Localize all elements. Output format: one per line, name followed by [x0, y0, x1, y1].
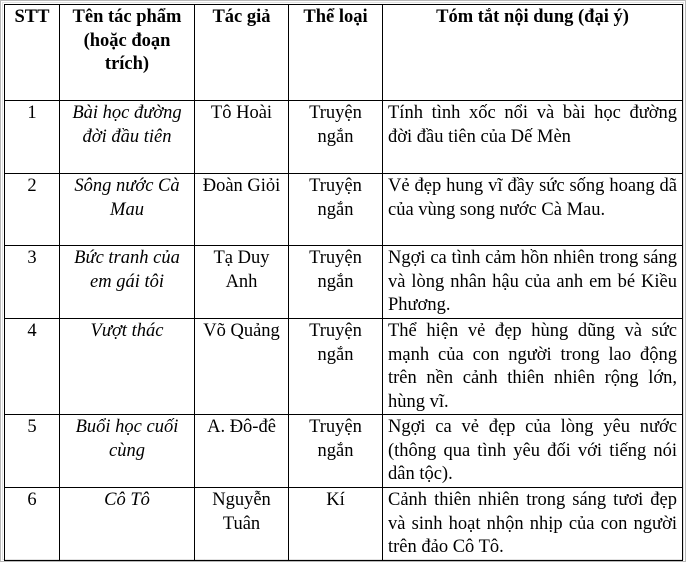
- table-row: [5, 415, 683, 488]
- table-header-row: [5, 5, 683, 101]
- cell-author: Tô Hoài: [195, 101, 289, 174]
- cell-genre: Truyện ngắn: [289, 246, 383, 319]
- cell-stt: 6: [5, 488, 60, 561]
- cell-title: Bài học đường đời đầu tiên: [60, 101, 195, 174]
- header-summary: Tóm tắt nội dung (đại ý): [383, 5, 683, 101]
- cell-author: Tạ Duy Anh: [195, 246, 289, 319]
- cell-stt: 3: [5, 246, 60, 319]
- cell-author: A. Đô-đê: [195, 415, 289, 488]
- cell-summary: Ngợi ca vẻ đẹp của lòng yêu nước (thông qua tình yêu đối với tiếng nói dân tộc).: [383, 415, 683, 488]
- cell-stt: 2: [5, 174, 60, 246]
- cell-title: Vượt thác: [60, 319, 195, 415]
- cell-stt: 5: [5, 415, 60, 488]
- cell-genre: Truyện ngắn: [289, 415, 383, 488]
- cell-title: Cô Tô: [60, 488, 195, 561]
- cell-genre: Kí: [289, 488, 383, 561]
- cell-summary: Vẻ đẹp hung vĩ đầy sức sống hoang dã của vùng song nước Cà Mau.: [383, 174, 683, 246]
- table-row: [5, 319, 683, 415]
- cell-author: Võ Quảng: [195, 319, 289, 415]
- literature-summary-table: [4, 4, 683, 561]
- header-genre: Thể loại: [289, 5, 383, 101]
- cell-title: Buổi học cuối cùng: [60, 415, 195, 488]
- cell-summary: Tính tình xốc nổi và bài học đường đời đầu tiên của Dế Mèn: [383, 101, 683, 174]
- table-row: [5, 488, 683, 561]
- cell-summary: Ngợi ca tình cảm hồn nhiên trong sáng và lòng nhân hậu của anh em bé Kiều Phương.: [383, 246, 683, 319]
- cell-title: Sông nước Cà Mau: [60, 174, 195, 246]
- cell-title: Bức tranh của em gái tôi: [60, 246, 195, 319]
- table-row: [5, 174, 683, 246]
- header-author: Tác giả: [195, 5, 289, 101]
- header-stt: STT: [5, 5, 60, 101]
- cell-genre: Truyện ngắn: [289, 101, 383, 174]
- table-row: [5, 101, 683, 174]
- cell-genre: Truyện ngắn: [289, 174, 383, 246]
- cell-genre: Truyện ngắn: [289, 319, 383, 415]
- cell-summary: Cảnh thiên nhiên trong sáng tươi đẹp và sinh hoạt nhộn nhịp của con người trên đảo Cô Tô.: [383, 488, 683, 561]
- table-row: [5, 246, 683, 319]
- cell-author: Nguyễn Tuân: [195, 488, 289, 561]
- header-title: Tên tác phẩm (hoặc đoạn trích): [60, 5, 195, 101]
- cell-stt: 1: [5, 101, 60, 174]
- cell-stt: 4: [5, 319, 60, 415]
- cell-author: Đoàn Giỏi: [195, 174, 289, 246]
- cell-summary: Thể hiện vẻ đẹp hùng dũng và sức mạnh của con người trong lao động trên nền cảnh thiên nhiên rộng lớn, hùng vĩ.: [383, 319, 683, 415]
